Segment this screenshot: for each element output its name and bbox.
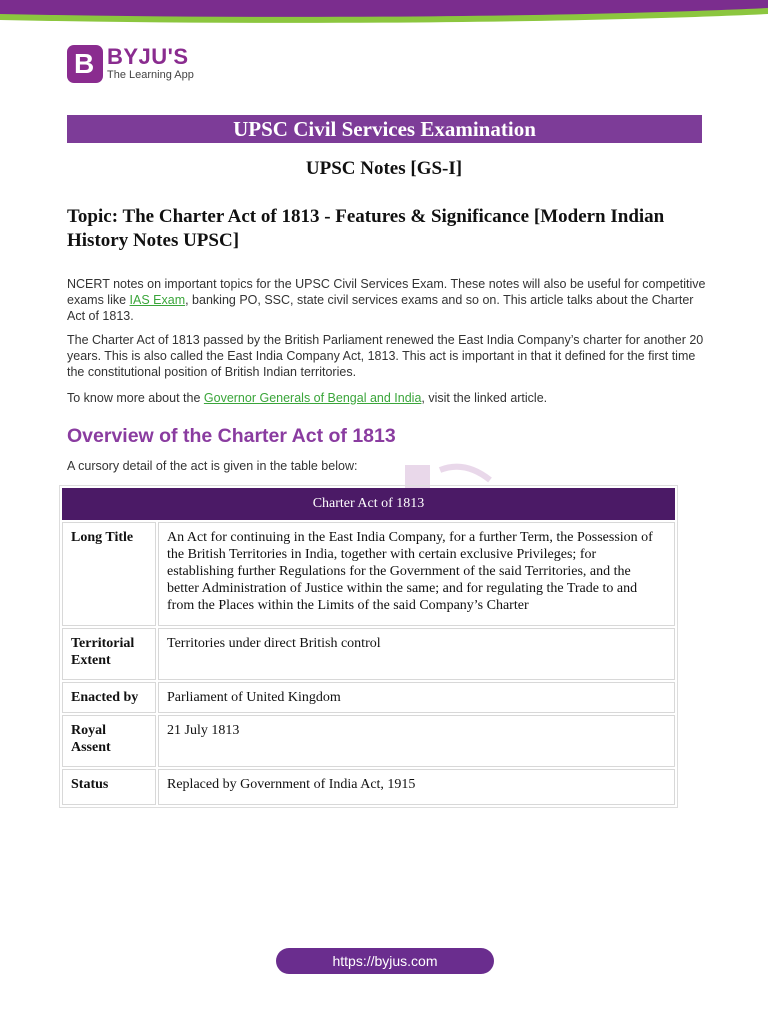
website-link-button[interactable]: https://byjus.com bbox=[276, 948, 494, 974]
table-row bbox=[62, 715, 675, 767]
overview-heading: Overview of the Charter Act of 1813 bbox=[67, 425, 396, 447]
row-value: Replaced by Government of India Act, 1915 bbox=[158, 769, 675, 805]
top-decorative-band bbox=[0, 0, 768, 28]
logo-mark bbox=[67, 45, 103, 83]
charter-description-paragraph: The Charter Act of 1813 passed by the British Parliament renewed the East India Company’s charter for another 20 years. This is also called the East India Company Act, 1813. This act is important in that it defined for the first time the constitutional position of British Indian territories. bbox=[67, 333, 704, 379]
table-row bbox=[62, 522, 675, 626]
table-row bbox=[62, 682, 675, 713]
know-more-text-end: , visit the linked article. bbox=[421, 391, 548, 405]
governor-generals-link[interactable]: Governor Generals of Bengal and India bbox=[203, 391, 422, 405]
know-more-text-start: To know more about the bbox=[67, 391, 204, 405]
row-value: Parliament of United Kingdom bbox=[158, 682, 675, 713]
topic-heading: Topic: The Charter Act of 1813 - Features & Significance [Modern Indian History Notes UPSC] bbox=[67, 206, 665, 251]
intro-text-start: NCERT notes on important topics for the UPSC Civil Services Exam. These notes will also be useful for competitive exams like bbox=[67, 277, 706, 307]
exam-banner: UPSC Civil Services Examination bbox=[67, 115, 702, 143]
byjus-logo[interactable] bbox=[67, 45, 194, 83]
row-label: Long Title bbox=[62, 522, 156, 626]
logo-letter: B bbox=[74, 48, 95, 79]
row-label: Territorial Extent bbox=[62, 628, 156, 680]
table-header: Charter Act of 1813 bbox=[62, 488, 675, 520]
row-value: 21 July 1813 bbox=[158, 715, 675, 767]
overview-intro: A cursory detail of the act is given in the table below: bbox=[67, 459, 358, 473]
table-header-row bbox=[62, 488, 675, 520]
row-label: Royal Assent bbox=[62, 715, 156, 767]
row-value: An Act for continuing in the East India Company, for a further Term, the Possession of the British Territories in India, together with certain exclusive Privileges; for establishing further Regulations for the Government of the said Territories, and the better Administration of Justice within the same; and for regulating the Trade to and from the Places within the Limits of the said Company’s Charter bbox=[158, 522, 675, 626]
notes-subtitle: UPSC Notes [GS-I] bbox=[305, 158, 463, 179]
intro-text-end: , banking PO, SSC, state civil services exams and so on. This article talks about the Charter Act of 1813. bbox=[67, 293, 694, 323]
charter-act-table bbox=[59, 485, 678, 808]
table-row bbox=[62, 769, 675, 805]
logo-tagline: The Learning App bbox=[107, 69, 194, 81]
logo-name: BYJU'S bbox=[107, 44, 189, 69]
row-label: Enacted by bbox=[62, 682, 156, 713]
table-row bbox=[62, 628, 675, 680]
ias-exam-link[interactable]: IAS Exam bbox=[129, 293, 186, 307]
row-label: Status bbox=[62, 769, 156, 805]
intro-paragraph bbox=[67, 276, 707, 324]
row-value: Territories under direct British control bbox=[158, 628, 675, 680]
know-more-paragraph bbox=[67, 390, 707, 406]
